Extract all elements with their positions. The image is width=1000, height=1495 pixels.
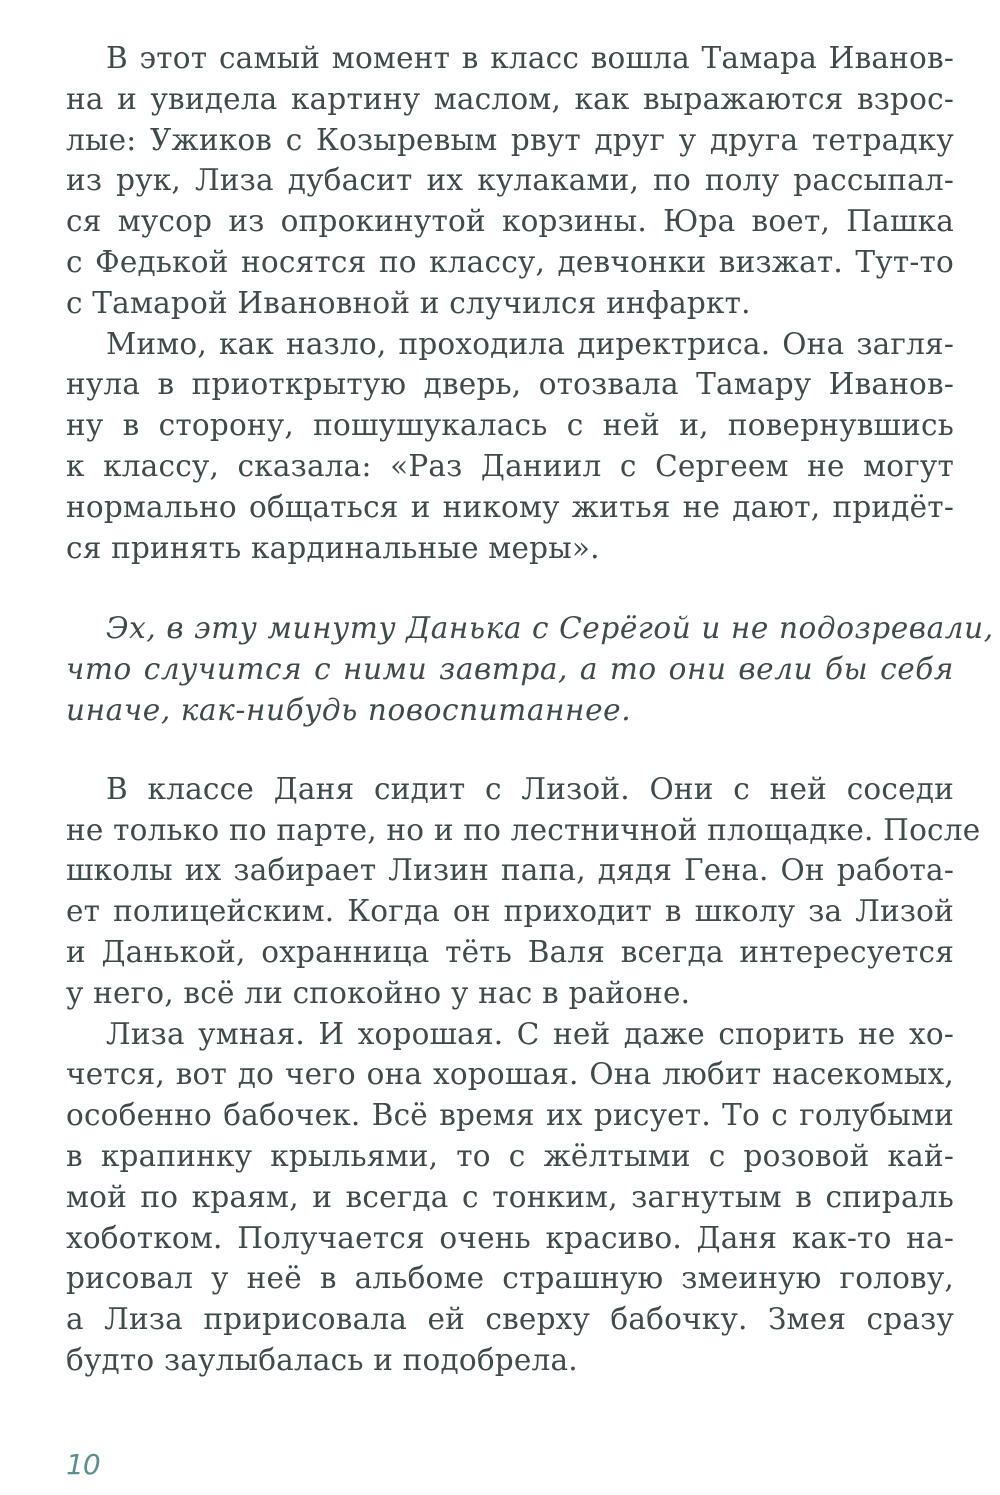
text-line: ся мусор из опрокинутой корзины. Юра воет, Пашка (66, 204, 954, 239)
paragraph-1 (66, 38, 954, 324)
text-line: хоботком. Получается очень красиво. Даня как-то на- (66, 1220, 954, 1255)
paragraph-2 (66, 324, 954, 569)
text-line: особенно бабочек. Всё время их рисует. То с голубыми (66, 1098, 954, 1133)
text-line: из рук, Лиза дубасит их кулаками, по полу рассыпал- (66, 163, 954, 198)
paragraph-3 (66, 769, 981, 1014)
text-line: иначе, как-нибудь повоспитаннее. (66, 692, 632, 727)
text-line: ся принять кардинальные меры». (66, 530, 600, 565)
text-line: Мимо, как назло, проходила директриса. Она загля- (106, 326, 954, 361)
text-line: нула в приоткрытую дверь, отозвала Тамару Иванов- (66, 367, 954, 402)
text-line: и Данькой, охранница тёть Валя всегда интересуется (66, 934, 954, 969)
text-line: с Федькой носятся по классу, девчонки визжат. Тут-то (66, 244, 954, 279)
text-line: Лиза умная. И хорошая. С ней даже спорить не хо- (106, 1016, 954, 1051)
text-line: в крапинку крыльями, то с жёлтыми с розовой кай- (66, 1138, 954, 1173)
text-line: рисовал у неё в альбоме страшную змеиную голову, (66, 1261, 954, 1296)
text-line: ет полицейским. Когда он приходит в школу за Лизой (66, 894, 954, 929)
section-gap (66, 568, 954, 608)
text-line: нормально общаться и никому житья не дают, придёт- (66, 489, 954, 524)
section-gap (66, 731, 954, 769)
text-line: а Лиза пририсовала ей сверху бабочку. Змея сразу (66, 1302, 954, 1337)
paragraph-4 (66, 1014, 954, 1381)
text-line: Эх, в эту минуту Данька с Серёгой и не подозревали, (106, 611, 994, 646)
page-number: 10 (66, 1448, 100, 1481)
text-line: чется, вот до чего она хорошая. Она любит насекомых, (66, 1057, 954, 1092)
text-line: лые: Ужиков с Козыревым рвут друг у друга тетрадку (66, 122, 954, 157)
text-line: В этот самый момент в класс вошла Тамара Иванов- (106, 41, 954, 75)
text-line: у него, всё ли спокойно у нас в районе. (66, 975, 691, 1010)
text-line: не только по парте, но и по лестничной площадке. После (66, 812, 981, 847)
text-line: на и увидела картину маслом, как выражаются взрос- (66, 81, 954, 116)
text-line: В классе Даня сидит с Лизой. Они с ней соседи (106, 771, 954, 806)
text-line: что случится с ними завтра, а то они вели бы себя (66, 652, 954, 687)
text-line: с Тамарой Ивановной и случился инфаркт. (66, 285, 751, 320)
paragraph-italic-aside (66, 608, 994, 730)
text-line: школы их забирает Лизин папа, дядя Гена. Он работа- (66, 853, 954, 888)
text-line: мой по краям, и всегда с тонким, загнутым в спираль (66, 1179, 954, 1214)
text-line: будто заулыбалась и подобрела. (66, 1342, 578, 1377)
text-line: ну в сторону, пошушукалась с ней и, повернувшись (66, 408, 954, 443)
page-body (66, 38, 994, 1381)
text-line: к классу, сказала: «Раз Даниил с Сергеем не могут (66, 448, 954, 483)
